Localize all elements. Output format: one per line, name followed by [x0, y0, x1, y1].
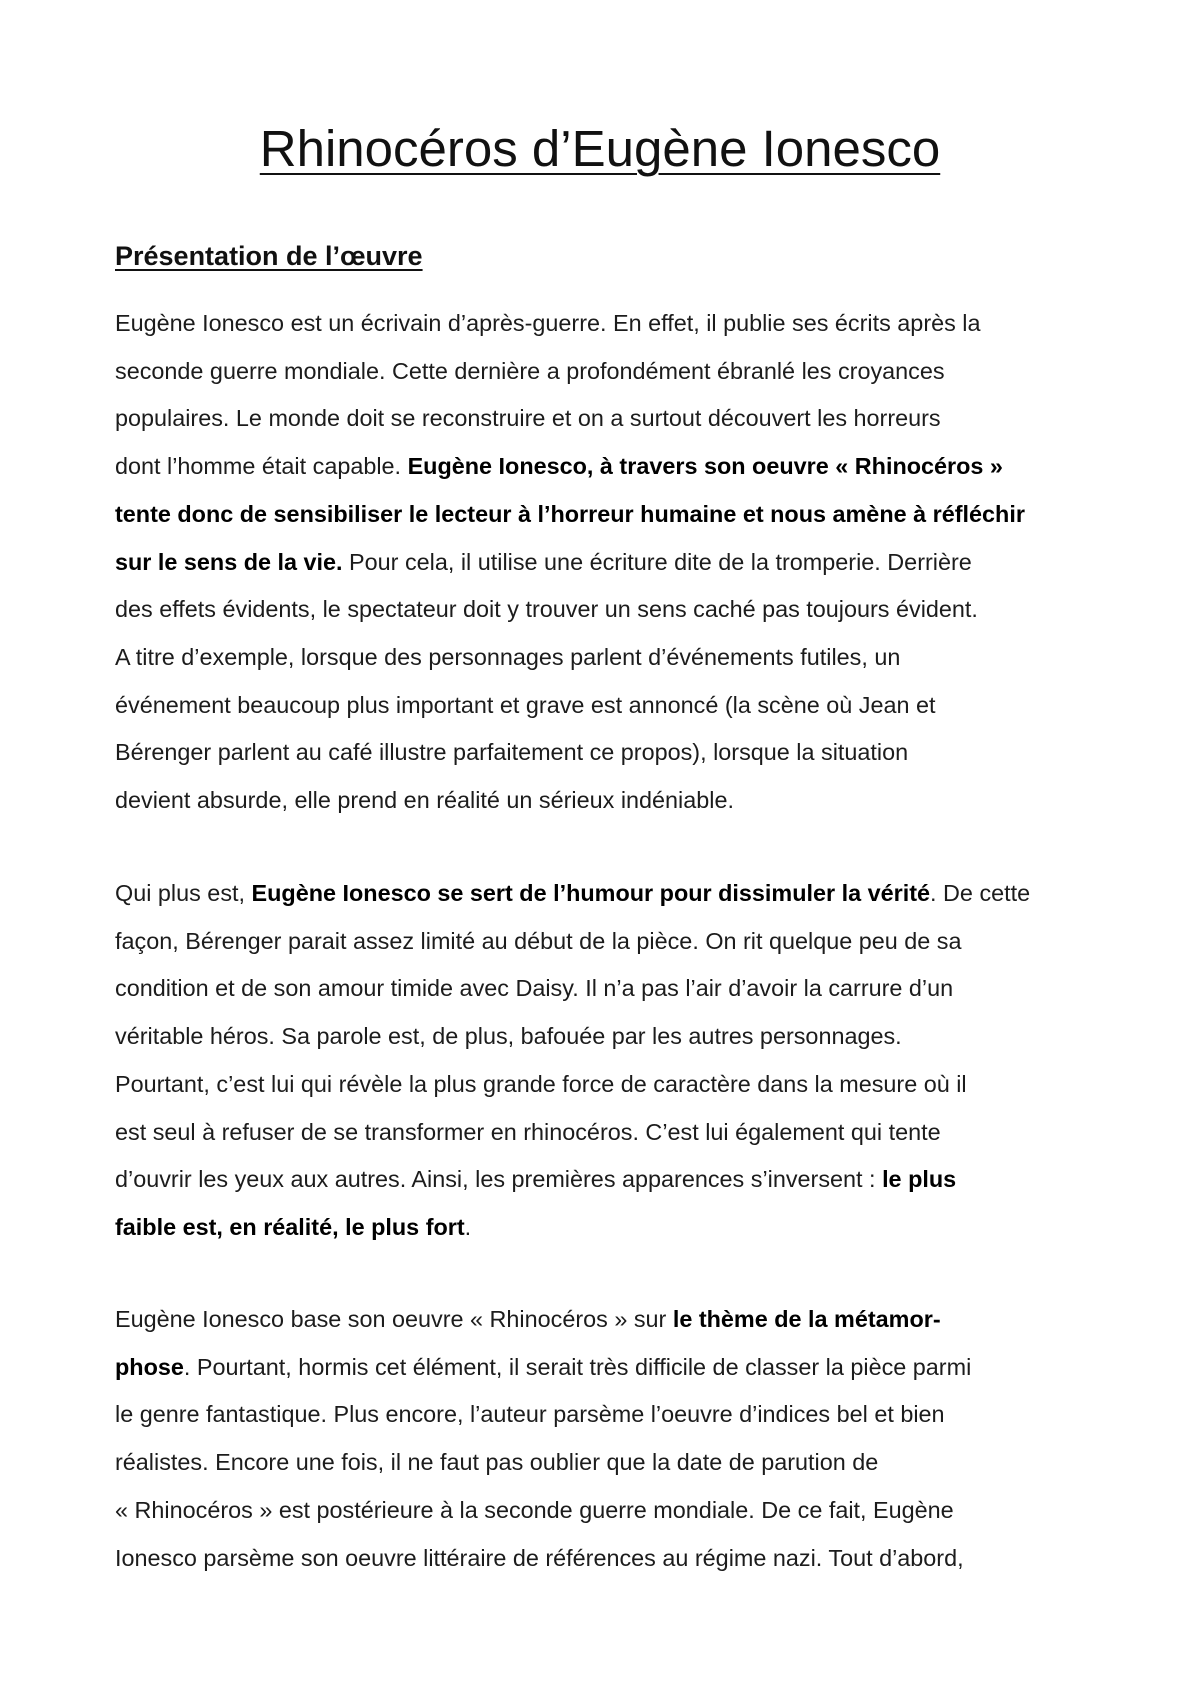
text-line	[115, 1439, 1095, 1487]
text-run: le genre fantastique. Plus encore, l’auteur parsème l’oeuvre d’indices bel et bien	[115, 1401, 945, 1428]
text-run: Eugène Ionesco est un écrivain d’après-guerre. En effet, il publie ses écrits après la	[115, 310, 981, 336]
text-line	[115, 300, 1095, 348]
text-line	[115, 918, 1095, 966]
text-run: Bérenger parlent au café illustre parfaitement ce propos), lorsque la situation	[115, 739, 909, 766]
text-run: devient absurde, elle prend en réalité un sérieux indéniable.	[115, 787, 734, 814]
text-run: véritable héros. Sa parole est, de plus, bafouée par les autres personnages.	[115, 1023, 902, 1050]
text-line	[115, 682, 1095, 730]
text-line	[115, 1109, 1095, 1157]
text-run: Ionesco parsème son oeuvre littéraire de références au régime nazi. Tout d’abord,	[115, 1544, 964, 1571]
text-run: populaires. Le monde doit se reconstruire et on a surtout découvert les horreurs	[115, 405, 941, 432]
text-line	[115, 586, 1095, 634]
text-run: Pour cela, il utilise une écriture dite de la tromperie. Derrière	[342, 548, 972, 575]
text-run: Pourtant, c’est lui qui révèle la plus grande force de caractère dans la mesure où il	[115, 1070, 967, 1097]
text-line	[115, 395, 1095, 443]
emphasized-text: faible est, en réalité, le plus fort	[115, 1213, 465, 1240]
text-run: A titre d’exemple, lorsque des personnages parlent d’événements futiles, un	[115, 643, 901, 670]
section-heading: Présentation de l’œuvre	[115, 241, 423, 271]
emphasized-text: phose	[115, 1353, 184, 1380]
text-run: Eugène Ionesco base son oeuvre « Rhinocéros » sur	[115, 1306, 673, 1332]
text-run: Qui plus est,	[115, 880, 252, 906]
text-run: d’ouvrir les yeux aux autres. Ainsi, les premières apparences s’inversent :	[115, 1166, 883, 1193]
text-line	[115, 348, 1095, 396]
emphasized-text: sur le sens de la vie.	[115, 548, 343, 575]
text-line	[115, 634, 1095, 682]
paragraph-3	[115, 1296, 1095, 1582]
text-line	[115, 965, 1095, 1013]
text-line	[115, 491, 1095, 539]
text-run: est seul à refuser de se transformer en rhinocéros. C’est lui également qui tente	[115, 1118, 941, 1145]
document-title: Rhinocéros d’Eugène Ionesco	[259, 120, 941, 177]
text-line	[115, 870, 1095, 918]
text-line	[115, 1204, 1095, 1252]
text-line	[115, 1296, 1095, 1344]
text-line	[115, 1391, 1095, 1439]
text-run: condition et de son amour timide avec Daisy. Il n’a pas l’air d’avoir la carrure d’un	[115, 975, 954, 1002]
text-run: des effets évidents, le spectateur doit y trouver un sens caché pas toujours évident.	[115, 596, 978, 623]
text-line	[115, 1156, 1095, 1204]
text-run: dont l’homme était capable.	[115, 453, 408, 480]
text-line	[115, 729, 1095, 777]
text-line	[115, 1535, 1095, 1583]
text-run: événement beaucoup plus important et grave est annoncé (la scène où Jean et	[115, 691, 936, 718]
text-line	[115, 443, 1095, 491]
text-run: . De cette	[930, 880, 1031, 906]
emphasized-text: le thème de la métamor-	[672, 1306, 941, 1332]
emphasized-text: Eugène Ionesco, à travers son oeuvre « Rhinocéros »	[407, 453, 1003, 480]
emphasized-text: Eugène Ionesco se sert de l’humour pour dissimuler la vérité	[251, 880, 931, 906]
text-run: seconde guerre mondiale. Cette dernière a profondément ébranlé les croyances	[115, 357, 945, 384]
text-run: « Rhinocéros » est postérieure à la seconde guerre mondiale. De ce fait, Eugène	[115, 1496, 954, 1523]
text-line	[115, 777, 1095, 825]
text-line	[115, 1013, 1095, 1061]
text-line	[115, 1344, 1095, 1392]
paragraph-2	[115, 870, 1095, 1252]
text-run: façon, Bérenger parait assez limité au début de la pièce. On rit quelque peu de sa	[115, 927, 962, 954]
text-line	[115, 1487, 1095, 1535]
text-line	[115, 539, 1095, 587]
paragraph-1	[115, 300, 1095, 825]
text-run: . Pourtant, hormis cet élément, il serait très difficile de classer la pièce parmi	[183, 1353, 972, 1380]
emphasized-text: tente donc de sensibiliser le lecteur à l’horreur humaine et nous amène à réfléchir	[115, 500, 1025, 527]
text-run: .	[464, 1213, 472, 1240]
emphasized-text: le plus	[882, 1166, 957, 1193]
text-line	[115, 1061, 1095, 1109]
text-run: réalistes. Encore une fois, il ne faut pas oublier que la date de parution de	[115, 1449, 879, 1476]
